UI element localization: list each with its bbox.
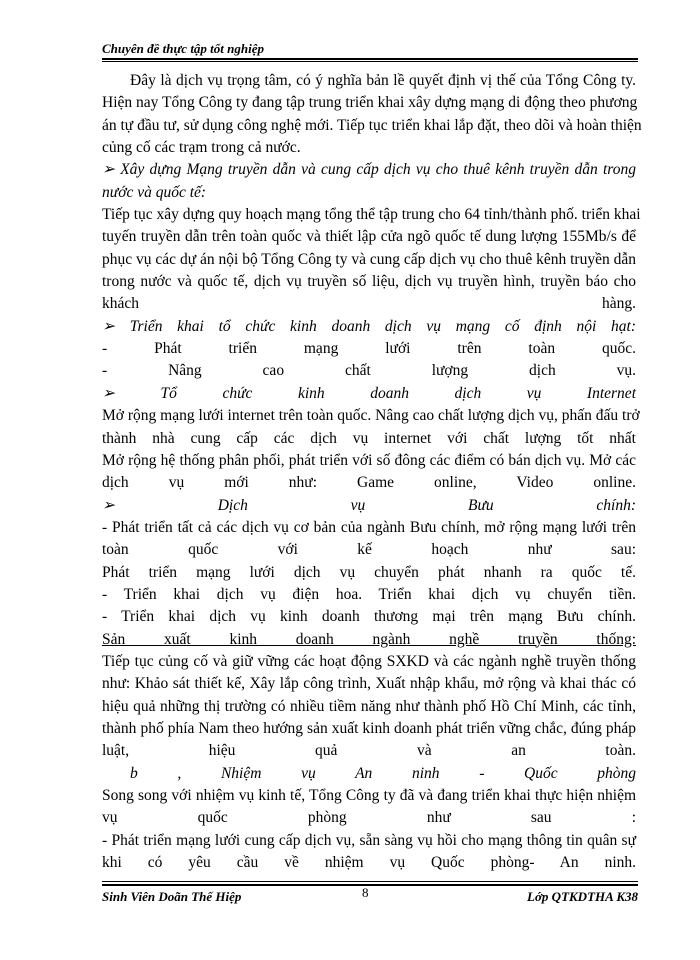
text-line: luật, hiệu quả và an toàn.	[102, 742, 636, 760]
text-line: hiệu quả những thị trường có nhiều tiềm năng như thành phố Hồ Chí Minh, các tỉnh,	[102, 697, 636, 715]
text-line: củng cố các trạm trong cả nước.	[102, 139, 301, 157]
text-line: ➢ Tổ chức kinh doanh dịch vụ Internet	[102, 384, 636, 402]
text-line: khách hàng.	[102, 295, 636, 313]
text-line: Song song với nhiệm vụ kinh tế, Tổng Công ty đã và đang triển khai thực hiện nhiệm	[102, 787, 636, 804]
text-line: ➢ Triển khai tổ chức kinh doanh dịch vụ mạng cố định nội hạt:	[102, 317, 636, 335]
text-line: án tự đầu tư, sử dụng công nghệ mới. Tiếp tục triển khai lắp đặt, theo dõi và hoàn thiện	[102, 116, 642, 134]
text-line: toàn quốc với kế hoạch như sau:	[102, 541, 636, 559]
text-line: Tiếp tục xây dựng quy hoạch mạng tổng thể tập trung cho 64 tỉnh/thành phố. triển khai	[102, 206, 641, 224]
text-line: thành phố phía Nam theo hướng sản xuất kinh doanh phát triển vững chắc, đúng pháp	[102, 719, 636, 737]
header-rule	[102, 58, 638, 60]
text-line: Tiếp tục củng cố và giữ vững các hoạt động SXKD và các ngành nghề truyền thống	[102, 652, 636, 670]
footer-rule-thin	[102, 881, 638, 882]
text-line: phục vụ các dự án nội bộ Tổng Công ty và cung cấp dịch vụ cho thuê kênh truyền dẫn	[102, 250, 636, 268]
page-number: 8	[362, 885, 369, 900]
text-line: Mở rộng mạng lưới internet trên toàn quốc. Nâng cao chất lượng dịch vụ, phấn đấu trở	[102, 407, 640, 425]
text-line: ➢ Dịch vụ Bưu chính:	[102, 496, 636, 514]
text-line: Mở rộng hệ thống phân phối, phát triển với số đông các điểm có bán dịch vụ. Mở các	[102, 451, 636, 469]
text-line: ➢ Xây dựng Mạng truyền dẫn và cung cấp dịch vụ cho thuê kênh truyền dẫn trong	[102, 161, 636, 179]
text-line: khi có yêu cầu về nhiệm vụ Quốc phòng- An ninh.	[102, 854, 636, 872]
text-line: dịch vụ mới như: Game online, Video online.	[102, 474, 636, 492]
page-header-title: Chuyên đề thực tập tốt nghiệp	[102, 41, 264, 56]
text-line: tuyến truyền dẫn trên toàn quốc và thiết lập cửa ngõ quốc tế dung lượng 155Mb/s để	[102, 228, 636, 246]
text-line: - Phát triển tất cả các dịch vụ cơ bản của ngành Bưu chính, mở rộng mạng lưới trên	[102, 518, 636, 536]
text-line: - Phát triển mạng lưới cung cấp dịch vụ, sẵn sàng vụ hồi cho mạng thông tin quân sự	[102, 831, 636, 849]
text-line: Sản xuất kinh doanh ngành nghề truyền thống:	[102, 630, 636, 648]
text-line: - Triển khai dịch vụ điện hoa. Triển khai dịch vụ chuyển tiền.	[102, 585, 636, 603]
text-line: - Nâng cao chất lượng dịch vụ.	[102, 362, 636, 380]
body-text	[102, 70, 642, 874]
text-line: - Phát triển mạng lưới trên toàn quốc.	[102, 340, 636, 358]
text-line: Đây là dịch vụ trọng tâm, có ý nghĩa bản lề quyết định vị thế của Tổng Công ty.	[130, 72, 636, 89]
footer-class: Lớp QTKDTHA K38	[527, 889, 638, 904]
text-line: - Triển khai dịch vụ kinh doanh thương mại trên mạng Bưu chính.	[102, 608, 636, 626]
footer-author: Sinh Viên Doãn Thế Hiệp	[102, 889, 242, 904]
header-rule-thin	[102, 61, 638, 62]
text-line: nước và quốc tế:	[102, 183, 207, 201]
text-line: trong nước và quốc tế, dịch vụ truyền số liệu, dịch vụ truyền hình, truyền báo cho	[102, 273, 636, 291]
text-line: vụ quốc phòng như sau :	[102, 809, 636, 827]
text-line: Phát triển mạng lưới dịch vụ chuyển phát nhanh ra quốc tế.	[102, 563, 636, 581]
text-line: như: Khảo sát thiết kế, Xây lắp công trình, Xuất nhập khẩu, mở rộng và khai thác có	[102, 675, 636, 693]
footer-rule	[102, 884, 638, 886]
text-line: b , Nhiệm vụ An ninh - Quốc phòng	[130, 764, 636, 782]
text-line: Hiện nay Tổng Công ty đang tập trung triển khai xây dựng mạng di động theo phương	[102, 94, 638, 112]
text-line: thành nhà cung cấp các dịch vụ internet với chất lượng tốt nhất	[102, 429, 636, 447]
